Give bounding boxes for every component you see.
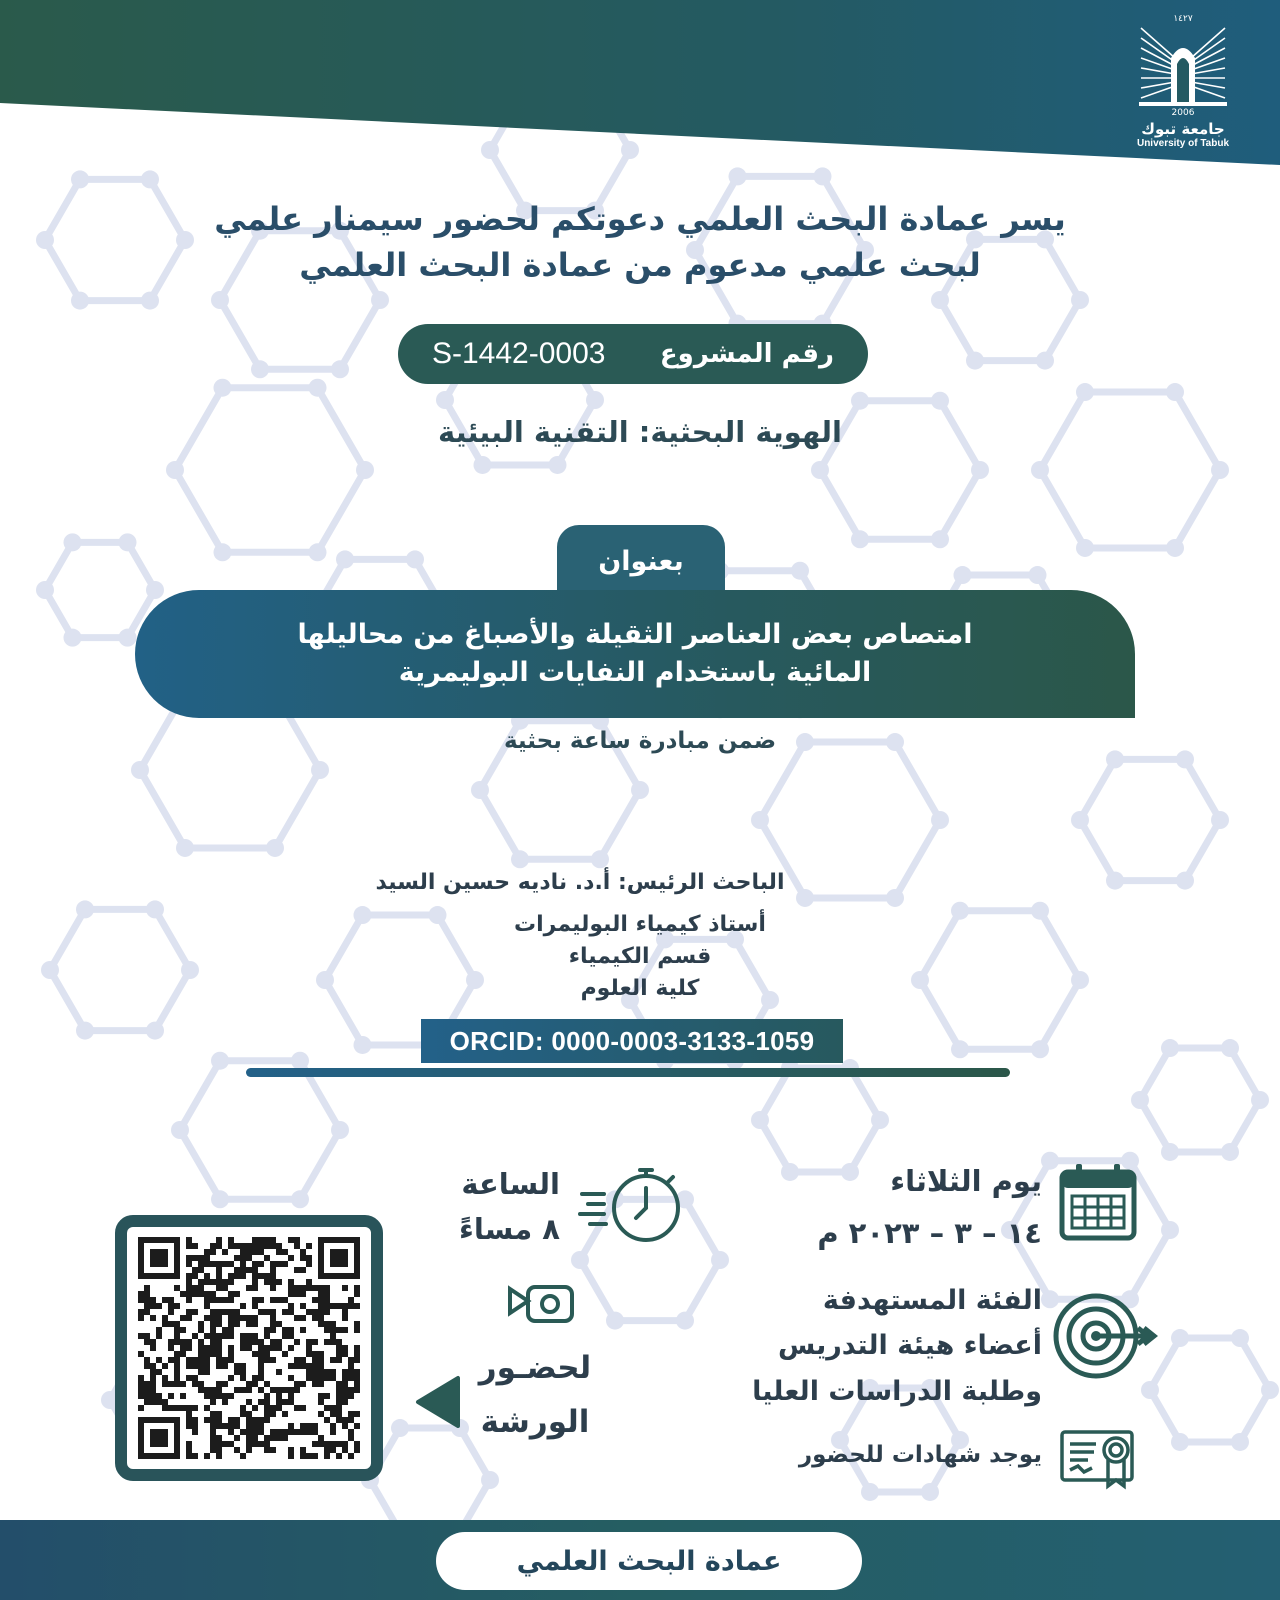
pattern-node [1106, 750, 1124, 768]
pattern-node [64, 533, 82, 551]
pattern-node [791, 562, 809, 580]
pattern-node [729, 167, 747, 185]
seminar-title-box [135, 590, 1135, 718]
pattern-node [141, 170, 159, 188]
pattern-node [336, 550, 354, 568]
pattern-node [811, 461, 829, 479]
pattern-node [1076, 539, 1094, 557]
pattern-node [176, 839, 194, 857]
pattern-node [371, 291, 389, 309]
pattern-node [631, 781, 649, 799]
pattern-node [36, 581, 54, 599]
pattern-hexagon [45, 542, 155, 637]
pattern-node [971, 461, 989, 479]
pattern-node [71, 292, 89, 310]
pattern-node [966, 352, 984, 370]
pattern-node [406, 550, 424, 568]
pattern-node [1171, 1433, 1189, 1451]
pattern-node [171, 1121, 189, 1139]
pattern-node [814, 167, 832, 185]
pattern-node [1176, 750, 1194, 768]
pattern-node [571, 1251, 589, 1269]
pattern-node [586, 391, 604, 409]
pattern-hexagon [370, 1428, 490, 1532]
pattern-node [1071, 291, 1089, 309]
pattern-node [76, 900, 94, 918]
initiative-note: ضمن مبادرة ساعة بحثية [503, 728, 777, 754]
pattern-node [1071, 971, 1089, 989]
target-audience-line-2: وطلبة الدراسات العليا [752, 1376, 1042, 1407]
video-camera-icon [506, 1283, 576, 1325]
pattern-node [146, 581, 164, 599]
logo-name-english: University of Tabuk [1136, 138, 1230, 149]
qr-code-frame[interactable] [115, 1215, 383, 1481]
pattern-node [1036, 352, 1054, 370]
section-divider [246, 1068, 1010, 1077]
certificates-note: يوجد شهادات للحضور [798, 1442, 1042, 1468]
pattern-node [119, 629, 137, 647]
pattern-node [591, 850, 609, 868]
pattern-node [471, 781, 489, 799]
university-logo [1128, 14, 1238, 154]
attend-workshop-line-2[interactable]: الورشة [480, 1404, 590, 1440]
event-date: ١٤ – ٣ – ٢٠٢٣ م [817, 1216, 1042, 1250]
pattern-hexagon [1040, 392, 1220, 548]
pattern-node [1171, 1329, 1189, 1347]
project-number-label: رقم المشروع [659, 339, 834, 369]
pattern-hexagon [1150, 1338, 1270, 1442]
pattern-node [309, 379, 327, 397]
pattern-node [76, 1022, 94, 1040]
pattern-node [1131, 1091, 1149, 1109]
pattern-node [146, 1022, 164, 1040]
pattern-node [1231, 1433, 1249, 1451]
pattern-node [921, 1483, 939, 1501]
stopwatch-icon [578, 1164, 682, 1246]
invitation-line-2: لبحث علمي مدعوم من عمادة البحث العلمي [299, 246, 981, 284]
pattern-node [931, 811, 949, 829]
pattern-node [954, 566, 972, 584]
pattern-node [751, 1111, 769, 1129]
pattern-node [886, 889, 904, 907]
pattern-node [1251, 1091, 1269, 1109]
invitation-line-1: يسر عمادة البحث العلمي دعوتكم لحضور سيمنار علمي [214, 200, 1066, 238]
orcid-badge: ORCID: 0000-0003-3133-1059 [421, 1019, 843, 1063]
logo-name-arabic: جامعة تبوك [1141, 120, 1225, 138]
pattern-node [119, 533, 137, 551]
project-number-value: S-1442-0003 [432, 337, 606, 370]
pattern-node [1211, 811, 1229, 829]
logo-year-gregorian: 2006 [1171, 108, 1195, 118]
pattern-node [711, 1251, 729, 1269]
pattern-node [64, 629, 82, 647]
pattern-node [1221, 1143, 1239, 1161]
pattern-node [1161, 1039, 1179, 1057]
pattern-node [1166, 539, 1184, 557]
pattern-node [71, 170, 89, 188]
pattern-node [211, 1052, 229, 1070]
seminar-title-line-2: المائية باستخدام النفايات البوليمرية [398, 657, 872, 688]
pattern-node [181, 961, 199, 979]
pattern-node [511, 850, 529, 868]
pattern-node [291, 1190, 309, 1208]
pattern-node [354, 1036, 372, 1054]
pattern-node [851, 392, 869, 410]
pattern-node [871, 1111, 889, 1129]
pattern-node [1261, 1381, 1279, 1399]
pattern-node [1031, 902, 1049, 920]
pattern-node [1141, 1381, 1159, 1399]
target-audience-line-1: أعضاء هيئة التدريس [777, 1330, 1042, 1361]
pattern-node [1231, 1329, 1249, 1347]
pattern-node [851, 530, 869, 548]
pattern-hexagon [760, 1068, 880, 1172]
pattern-hexagon [175, 388, 365, 553]
pattern-node [331, 1121, 349, 1139]
pattern-node [1031, 461, 1049, 479]
pattern-node [251, 360, 269, 378]
pattern-hexagon [920, 911, 1080, 1050]
pattern-node [1029, 566, 1047, 584]
pattern-node [331, 360, 349, 378]
pattern-node [676, 1312, 694, 1330]
pattern-node [391, 1419, 409, 1437]
pattern-node [141, 292, 159, 310]
time-label: الساعة [461, 1167, 560, 1201]
pattern-node [549, 456, 567, 474]
pattern-node [951, 902, 969, 920]
pattern-node [1076, 383, 1094, 401]
pattern-node [36, 231, 54, 249]
research-identity: الهوية البحثية: التقنية البيئية [438, 415, 842, 449]
pattern-node [1211, 461, 1229, 479]
pattern-hexagon [180, 1061, 340, 1200]
pattern-node [474, 456, 492, 474]
pattern-node [1041, 1152, 1059, 1170]
researcher-department: قسم الكيمياء [568, 944, 712, 969]
pattern-node [214, 379, 232, 397]
pattern-node [931, 291, 949, 309]
footer-deanship-label: عمادة البحث العلمي [436, 1532, 862, 1590]
pattern-node [354, 906, 372, 924]
calendar-icon [1058, 1162, 1138, 1242]
logo-year-hijri: ١٤٢٧ [1173, 14, 1193, 24]
pattern-node [481, 1471, 499, 1489]
target-audience-label: الفئة المستهدفة [822, 1285, 1042, 1316]
play-arrow-icon [414, 1374, 462, 1430]
attend-workshop-line-1[interactable]: لحضـور [478, 1350, 592, 1386]
pattern-node [1176, 872, 1194, 890]
pattern-node [309, 543, 327, 561]
pattern-node [41, 961, 59, 979]
qr-code[interactable] [137, 1237, 361, 1459]
project-number-pill [398, 324, 868, 384]
pattern-node [311, 761, 329, 779]
certificate-icon [1058, 1424, 1142, 1492]
seminar-title-line-1: امتصاص بعض العناصر الثقيلة والأصباغ من محاليلها [297, 619, 973, 650]
pattern-node [1031, 1040, 1049, 1058]
pattern-node [606, 1312, 624, 1330]
pattern-node [166, 461, 184, 479]
title-tab: بعنوان [557, 525, 725, 597]
pattern-node [214, 543, 232, 561]
pattern-node [931, 530, 949, 548]
pattern-hexagon [1140, 1048, 1260, 1152]
pattern-node [951, 1040, 969, 1058]
pattern-node [1161, 1221, 1179, 1239]
pattern-hexagon [50, 909, 190, 1030]
pattern-node [911, 971, 929, 989]
event-day: يوم الثلاثاء [890, 1164, 1042, 1198]
researcher-position: أستاذ كيمياء البوليمرات [514, 912, 766, 937]
pattern-node [1221, 1039, 1239, 1057]
lead-researcher: الباحث الرئيس: أ.د. ناديه حسين السيد [375, 870, 785, 895]
pattern-node [1166, 383, 1184, 401]
researcher-college: كلية العلوم [580, 976, 700, 1001]
pattern-node [1071, 811, 1089, 829]
pattern-node [861, 1483, 879, 1501]
invitation-heading [140, 196, 1140, 288]
pattern-node [316, 971, 334, 989]
pattern-node [1161, 1143, 1179, 1161]
time-value: ٨ مساءً [459, 1212, 560, 1246]
pattern-node [781, 1163, 799, 1181]
pattern-node [1106, 872, 1124, 890]
pattern-hexagon [1080, 759, 1220, 880]
pattern-node [436, 391, 454, 409]
pattern-node [751, 811, 769, 829]
pattern-node [211, 1190, 229, 1208]
logo-emblem-icon [1135, 24, 1231, 108]
pattern-node [131, 761, 149, 779]
pattern-node [266, 839, 284, 857]
pattern-node [356, 461, 374, 479]
target-icon [1052, 1290, 1158, 1382]
pattern-node [211, 291, 229, 309]
header-band [0, 0, 1280, 170]
pattern-node [931, 392, 949, 410]
pattern-node [146, 900, 164, 918]
